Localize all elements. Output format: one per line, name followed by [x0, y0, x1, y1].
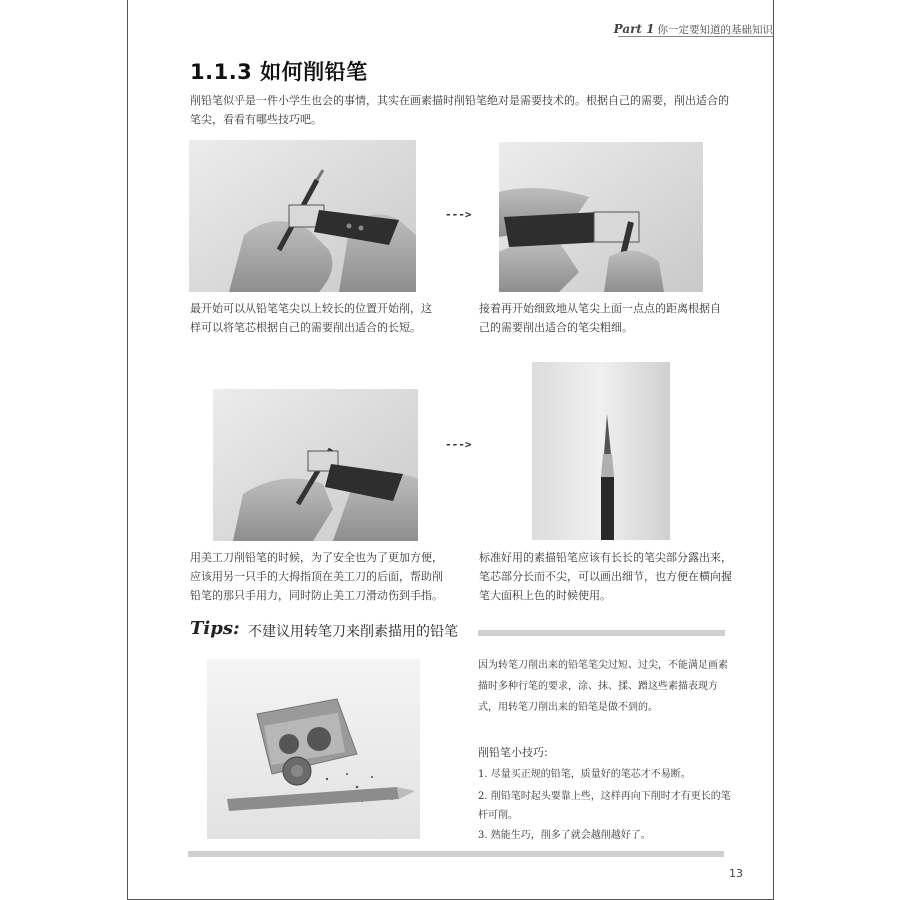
book-page — [127, 0, 774, 900]
section-title: 1.1.3 如何削铅笔 — [190, 60, 368, 84]
step-caption: 用美工刀削铅笔的时候，为了安全也为了更加方便，应该用另一只手的大拇指顶在美工刀的后面，帮助削铅笔的那只手用力，同时防止美工刀滑动伤到手指。 — [190, 551, 443, 602]
step-caption: 标准好用的素描铅笔应该有长长的笔尖部分露出来，笔芯部分长而不尖，可以画出细节，也方便在横向握笔大面积上色的时候使用。 — [479, 551, 732, 602]
tip-item: 3. 熟能生巧，削多了就会越削越好了。 — [478, 830, 651, 841]
header-rule — [618, 36, 773, 37]
photo-finished-pencil — [532, 362, 670, 540]
part-label: Part 1 — [613, 22, 655, 36]
tips-divider — [478, 630, 725, 636]
tips-header — [190, 620, 725, 642]
tips-title: 不建议用转笔刀来削素描用的铅笔 — [248, 624, 458, 640]
tip-item: 2. 削铅笔时起头要靠上些，这样再向下削时才有更长的笔杆可削。 — [478, 791, 731, 821]
arrow-icon: ---> — [445, 208, 472, 221]
step-caption: 接着再开始细致地从笔尖上面一点点的距离根据自己的需要削出适合的笔尖粗细。 — [479, 302, 721, 334]
tips-body: 因为转笔刀削出来的铅笔笔尖过短、过尖，不能满足画素描时多种行笔的要求，涂、抹、揉、蹭这些素描表现方式，用转笔刀削出来的铅笔是做不到的。 — [478, 660, 728, 713]
photo-pencil-sharpener — [207, 659, 420, 839]
bottom-divider — [188, 851, 724, 857]
page-number: 13 — [729, 867, 743, 880]
tips-logo: Tips: — [190, 618, 240, 639]
running-header — [614, 22, 773, 37]
photo-fine-cutting — [499, 142, 703, 292]
chapter-subtitle: 你一定要知道的基础知识 — [657, 24, 773, 36]
photo-start-cutting — [189, 140, 416, 292]
intro-paragraph: 削铅笔似乎是一件小学生也会的事情，其实在画素描时削铅笔绝对是需要技术的。根据自己的需要，削出适合的笔尖，看看有哪些技巧吧。 — [190, 94, 729, 126]
tips-subhead: 削铅笔小技巧: — [478, 746, 548, 759]
photo-safe-cutting — [213, 389, 418, 541]
arrow-icon: ---> — [445, 438, 472, 451]
step-caption: 最开始可以从铅笔笔尖以上较长的位置开始削，这样可以将笔芯根据自己的需要削出适合的长短。 — [190, 302, 432, 334]
tip-item: 1. 尽量买正规的铅笔，质量好的笔芯才不易断。 — [478, 769, 691, 780]
